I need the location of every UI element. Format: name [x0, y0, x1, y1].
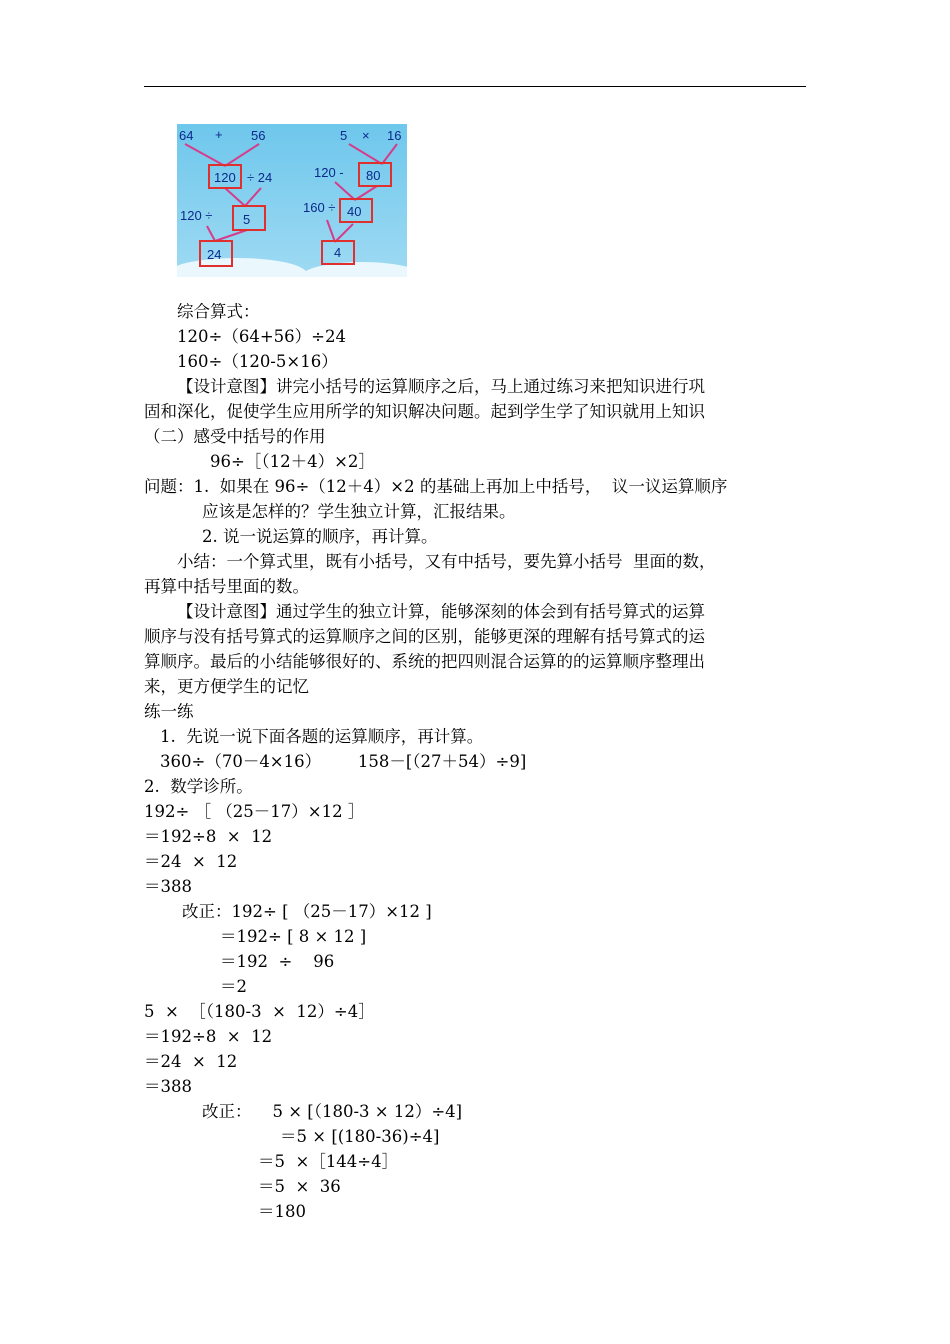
correction-line: ＝5 × [(180-36)÷4] — [280, 1127, 440, 1146]
tree2-prefix1: 120 - — [314, 165, 344, 180]
design-intent-paragraph: 【设计意图】通过学生的独立计算，能够深刻的体会到有括号算式的运算 — [177, 602, 705, 621]
correction-line: ＝5 × 36 — [258, 1177, 341, 1196]
exercise-line: 2. 数学诊所。 — [144, 777, 253, 796]
correction-line: ＝192 ÷ 96 — [220, 952, 335, 971]
paragraph-line: 顺序与没有括号算式的运算顺序之间的区别，能够更深的理解有括号算式的运 — [144, 627, 705, 646]
tree2-b: 16 — [387, 128, 402, 143]
tree1-a: 64 — [179, 128, 194, 143]
formula-line: 96÷［（12＋4）×2］ — [210, 452, 375, 471]
formula-line: 160÷（120-5×16） — [177, 352, 338, 371]
formula-line: 5 × ［（180-3 × 12）÷4］ — [144, 1002, 375, 1021]
formula-line: ＝388 — [144, 877, 192, 896]
exercise-line: 1. 先说一说下面各题的运算顺序，再计算。 — [160, 727, 484, 746]
formula-line: ＝24 × 12 — [144, 852, 238, 871]
correction-line: ＝180 — [258, 1202, 306, 1221]
formula-line: 120÷（64+56）÷24 — [177, 327, 346, 346]
formula-line: ＝192÷8 × 12 — [144, 1027, 273, 1046]
tree2-box2-value: 40 — [347, 204, 362, 219]
correction-line: 改正：192÷ [ （25－17）×12 ] — [182, 902, 432, 921]
header-rule — [144, 86, 806, 87]
tree1-op2: ÷ 24 — [247, 170, 273, 185]
design-intent-paragraph: 【设计意图】讲完小括号的运算顺序之后，马上通过练习来把知识进行巩 — [177, 377, 705, 396]
correction-line: ＝2 — [220, 977, 247, 996]
formula-line: 192÷ ［ （25－17）×12 ］ — [144, 802, 365, 821]
tree1-box1-value: 120 — [214, 170, 236, 185]
formula-line: ＝24 × 12 — [144, 1052, 238, 1071]
exercise-line: 360÷（70－4×16） 158－[（27＋54）÷9] — [160, 752, 527, 771]
correction-line: ＝192÷ [ 8 × 12 ] — [220, 927, 367, 946]
tree1-prefix2: 120 ÷ — [180, 208, 213, 223]
question-line: 2. 说一说运算的顺序，再计算。 — [202, 527, 438, 546]
tree1-box2-value: 5 — [243, 212, 251, 227]
tree2-box3-value: 4 — [334, 245, 342, 260]
tree2-a: 5 — [340, 128, 348, 143]
operation-tree-figure — [177, 124, 407, 277]
paragraph-line: 再算中括号里面的数。 — [144, 577, 309, 596]
tree1-b: 56 — [251, 128, 266, 143]
section-heading: （二）感受中括号的作用 — [144, 427, 326, 446]
paragraph-line: 算顺序。最后的小结能够很好的、系统的把四则混合运算的的运算顺序整理出 — [144, 652, 705, 671]
formula-line: ＝388 — [144, 1077, 192, 1096]
paragraph-line: 来，更方便学生的记忆 — [144, 677, 309, 696]
tree2-box1-value: 80 — [366, 168, 381, 183]
paragraph-line: 固和深化，促使学生应用所学的知识解决问题。起到学生学了知识就用上知识 — [144, 402, 705, 421]
tree1-op1: + — [215, 127, 223, 142]
tree1-box3-value: 24 — [207, 247, 222, 262]
tree2-prefix2: 160 ÷ — [303, 200, 336, 215]
question-line: 应该是怎样的？学生独立计算，汇报结果。 — [202, 502, 516, 521]
formula-line: ＝192÷8 × 12 — [144, 827, 273, 846]
summary-paragraph: 小结：一个算式里，既有小括号，又有中括号，要先算小括号 里面的数， — [177, 552, 716, 571]
tree2-op1: × — [362, 128, 370, 143]
correction-line: 改正： 5 × [（180-3 × 12）÷4] — [202, 1102, 463, 1121]
question-line: 问题：1. 如果在 96÷（12＋4）×2 的基础上再加上中括号， 议一议运算顺序 — [144, 477, 728, 496]
correction-line: ＝5 ×［144÷4］ — [258, 1152, 399, 1171]
composite-formula-heading: 综合算式： — [177, 302, 260, 321]
practice-heading: 练一练 — [144, 702, 194, 721]
